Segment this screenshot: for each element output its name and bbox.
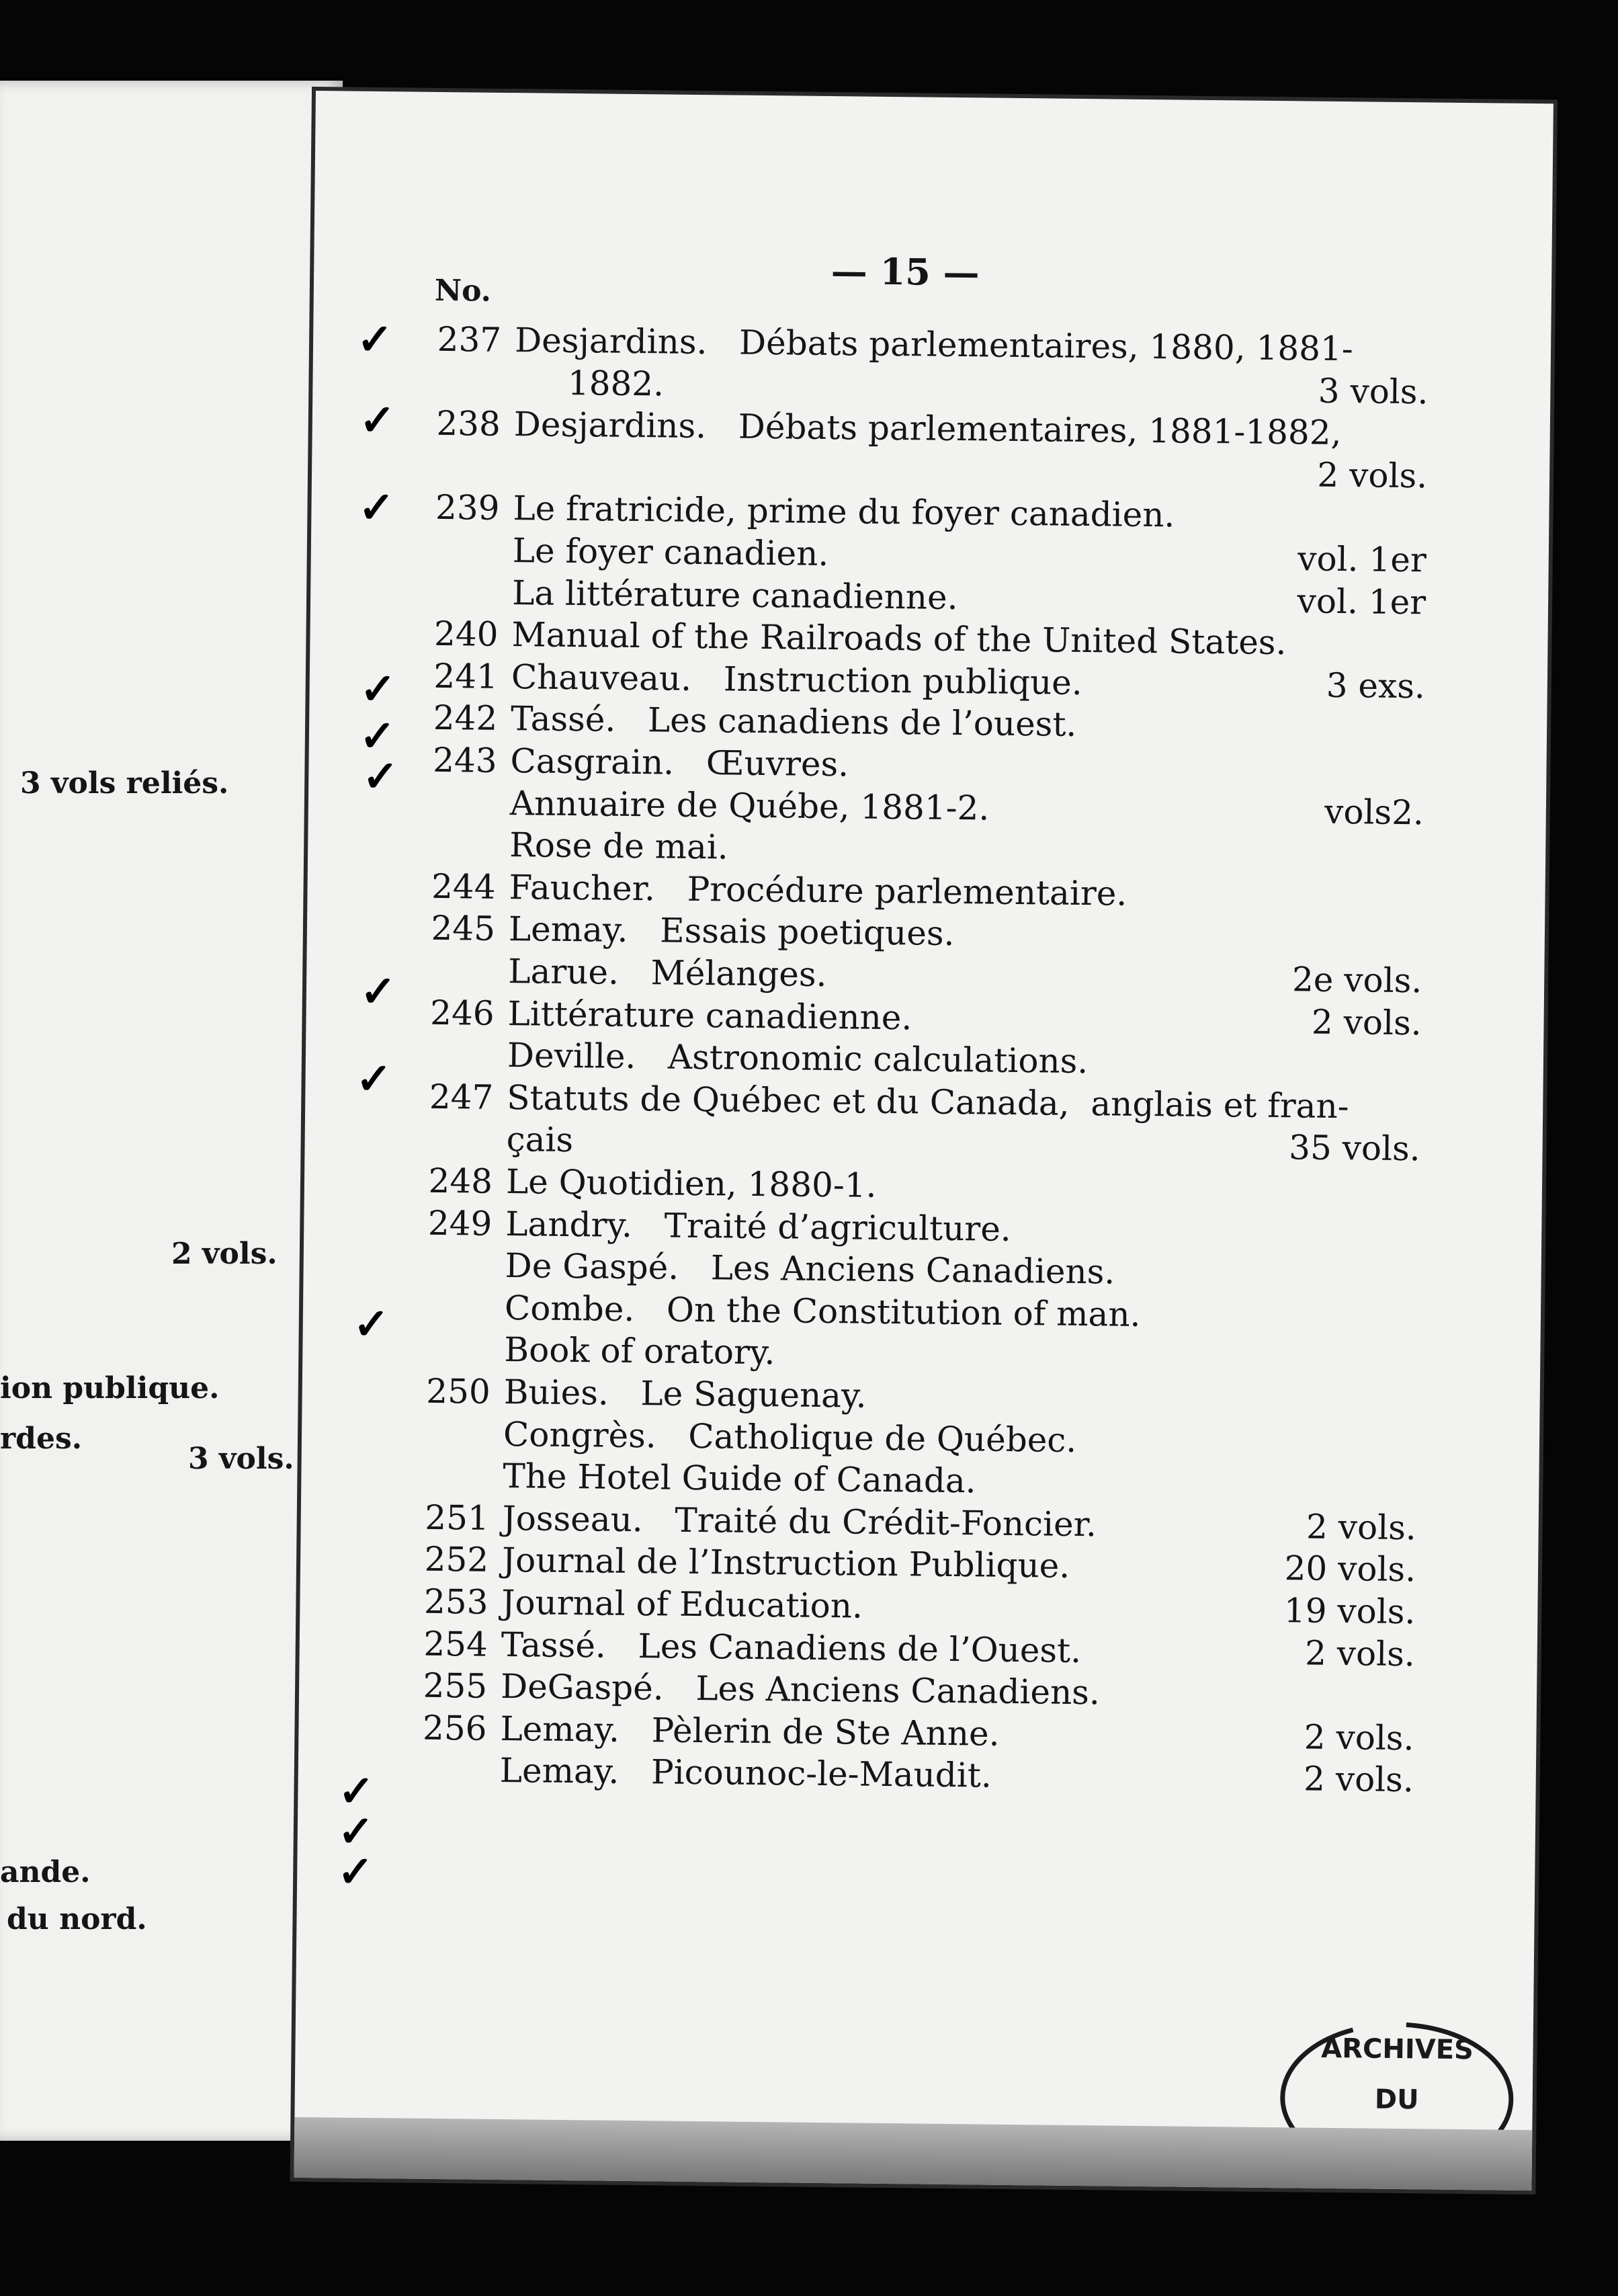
- entry-volumes: 2 vols.: [1306, 1507, 1417, 1548]
- entry-number: 240: [433, 614, 499, 655]
- entry-number: 249: [427, 1203, 493, 1243]
- left-fragment: ande.: [0, 1855, 91, 1889]
- entry-volumes: 2 vols.: [1317, 455, 1428, 496]
- left-fragment: 3 vols.: [188, 1442, 294, 1476]
- entry-text: Book of oratory.: [504, 1330, 775, 1372]
- page-number: — 15 —: [831, 249, 980, 294]
- entry-text: Journal de l’Instruction Publique.: [501, 1541, 1070, 1586]
- check-mark-icon: ✓: [356, 314, 394, 366]
- entry-volumes: 2 vols.: [1311, 1002, 1422, 1042]
- entry-text: Le foyer canadien.: [512, 531, 829, 574]
- entry-volumes: 3 exs.: [1326, 665, 1426, 706]
- entry-volumes: vol. 1er: [1297, 539, 1427, 580]
- left-fragment: ion publique.: [0, 1371, 220, 1405]
- left-fragment: rdes.: [0, 1422, 83, 1456]
- entry-text: Landry. Traité d’agriculture.: [505, 1204, 1012, 1249]
- left-page: [0, 81, 343, 2141]
- entry-number: 248: [428, 1161, 493, 1201]
- entry-text: Tassé. Les Canadiens de l’Ouest.: [501, 1625, 1082, 1670]
- entry-text: La littérature canadienne.: [511, 573, 958, 617]
- entry-text: The Hotel Guide of Canada.: [503, 1457, 976, 1501]
- entry-text: Congrès. Catholique de Québec.: [503, 1414, 1077, 1460]
- entry-volumes: 19 vols.: [1283, 1591, 1416, 1632]
- entry-text: Rose de mai.: [509, 825, 729, 867]
- check-mark-icon: ✓: [353, 1299, 390, 1350]
- check-mark-icon: ✓: [359, 966, 396, 1018]
- entry-text: Buies. Le Saguenay.: [503, 1372, 867, 1416]
- entry-text: Annuaire de Québe, 1881-2.: [509, 783, 990, 828]
- entry-text: Josseau. Traité du Crédit-Foncier.: [502, 1498, 1097, 1545]
- page-bottom-edge: [294, 2117, 1532, 2190]
- entry-text: Deville. Astronomic calculations.: [507, 1036, 1089, 1081]
- entry-text: Journal of Education.: [501, 1583, 863, 1626]
- entry-number: 244: [431, 866, 496, 907]
- entry-text: Tassé. Les canadiens de l’ouest.: [510, 699, 1077, 745]
- entry-volumes: 2 vols.: [1303, 1759, 1414, 1800]
- entry-volumes: vol. 1er: [1297, 581, 1427, 622]
- check-mark-icon: ✓: [338, 1766, 375, 1817]
- entry-volumes: 2e vols.: [1291, 960, 1422, 1001]
- entry-text: Larue. Mélanges.: [507, 952, 827, 995]
- entry-text: çais: [506, 1120, 574, 1160]
- entry-number: 239: [435, 488, 500, 528]
- number-column-heading: No.: [434, 273, 492, 309]
- entry-number: 252: [424, 1540, 489, 1580]
- entry-number: 255: [423, 1666, 488, 1706]
- entry-number: 242: [433, 698, 498, 739]
- check-mark-icon: ✓: [358, 482, 395, 534]
- entry-volumes: 2 vols.: [1304, 1717, 1414, 1758]
- check-mark-icon: ✓: [355, 1053, 392, 1105]
- entry-text: 1882.: [514, 362, 665, 404]
- entry-text: DeGaspé. Les Anciens Canadiens.: [500, 1667, 1101, 1713]
- check-mark-icon: ✓: [359, 710, 396, 762]
- entry-number: 256: [422, 1708, 487, 1748]
- entry-number: 250: [426, 1371, 491, 1411]
- left-fragment: du nord.: [7, 1902, 147, 1936]
- entry-volumes: 35 vols.: [1288, 1128, 1420, 1169]
- check-mark-icon: ✓: [361, 751, 399, 803]
- entry-number: 237: [437, 319, 502, 360]
- right-page: [294, 91, 1553, 2190]
- entry-text: Le fratricide, prime du foyer canadien.: [513, 489, 1175, 535]
- entry-volumes: 20 vols.: [1284, 1549, 1416, 1590]
- stamp-line-1: ARCHIVES: [1321, 2033, 1474, 2066]
- check-mark-icon: ✓: [337, 1846, 374, 1898]
- left-fragment: 3 vols reliés.: [20, 766, 229, 801]
- entry-text: Lemay. Essais poetiques.: [508, 909, 955, 954]
- entry-text: Chauveau. Instruction publique.: [511, 657, 1083, 702]
- entry-volumes: 2 vols.: [1304, 1633, 1416, 1674]
- entry-number: 238: [436, 404, 501, 444]
- entry-number: 245: [431, 909, 496, 949]
- entry-text: Manual of the Railroads of the United States.: [511, 615, 1287, 663]
- entry-text: Statuts de Québec et du Canada, anglais et fran-: [507, 1077, 1349, 1126]
- entry-text: Casgrain. Œuvres.: [510, 741, 849, 784]
- entry-number: 251: [425, 1498, 490, 1538]
- entry-text: Faucher. Procédure parlementaire.: [509, 867, 1127, 913]
- entry-text: Desjardins. Débats parlementaires, 1881-1882,: [513, 405, 1342, 453]
- stamp-line-2: DU: [1374, 2084, 1419, 2116]
- entry-number: 247: [429, 1077, 494, 1117]
- entry-text: Le Quotidien, 1880-1.: [505, 1162, 877, 1205]
- check-mark-icon: ✓: [359, 663, 396, 715]
- entry-text: Lemay. Picounoc-le-Maudit.: [499, 1751, 992, 1796]
- entry-volumes: 3 vols.: [1318, 371, 1429, 411]
- check-mark-icon: ✓: [337, 1806, 374, 1858]
- entry-text: Desjardins. Débats parlementaires, 1880, 1881-: [514, 321, 1354, 369]
- entry-number: 254: [423, 1624, 488, 1664]
- entry-number: 243: [432, 740, 497, 780]
- entry-text: De Gaspé. Les Anciens Canadiens.: [505, 1246, 1115, 1292]
- check-mark-icon: ✓: [359, 395, 396, 446]
- left-fragment: 2 vols.: [171, 1237, 278, 1271]
- entry-text: Lemay. Pèlerin de Ste Anne.: [500, 1709, 1000, 1754]
- entry-text: Littérature canadienne.: [507, 993, 912, 1037]
- entry-volumes: vols2.: [1324, 792, 1424, 832]
- entry-number: 246: [429, 993, 495, 1033]
- entry-number: 241: [433, 656, 499, 696]
- entry-text: Combe. On the Constitution of man.: [504, 1288, 1141, 1334]
- entry-number: 253: [423, 1582, 488, 1622]
